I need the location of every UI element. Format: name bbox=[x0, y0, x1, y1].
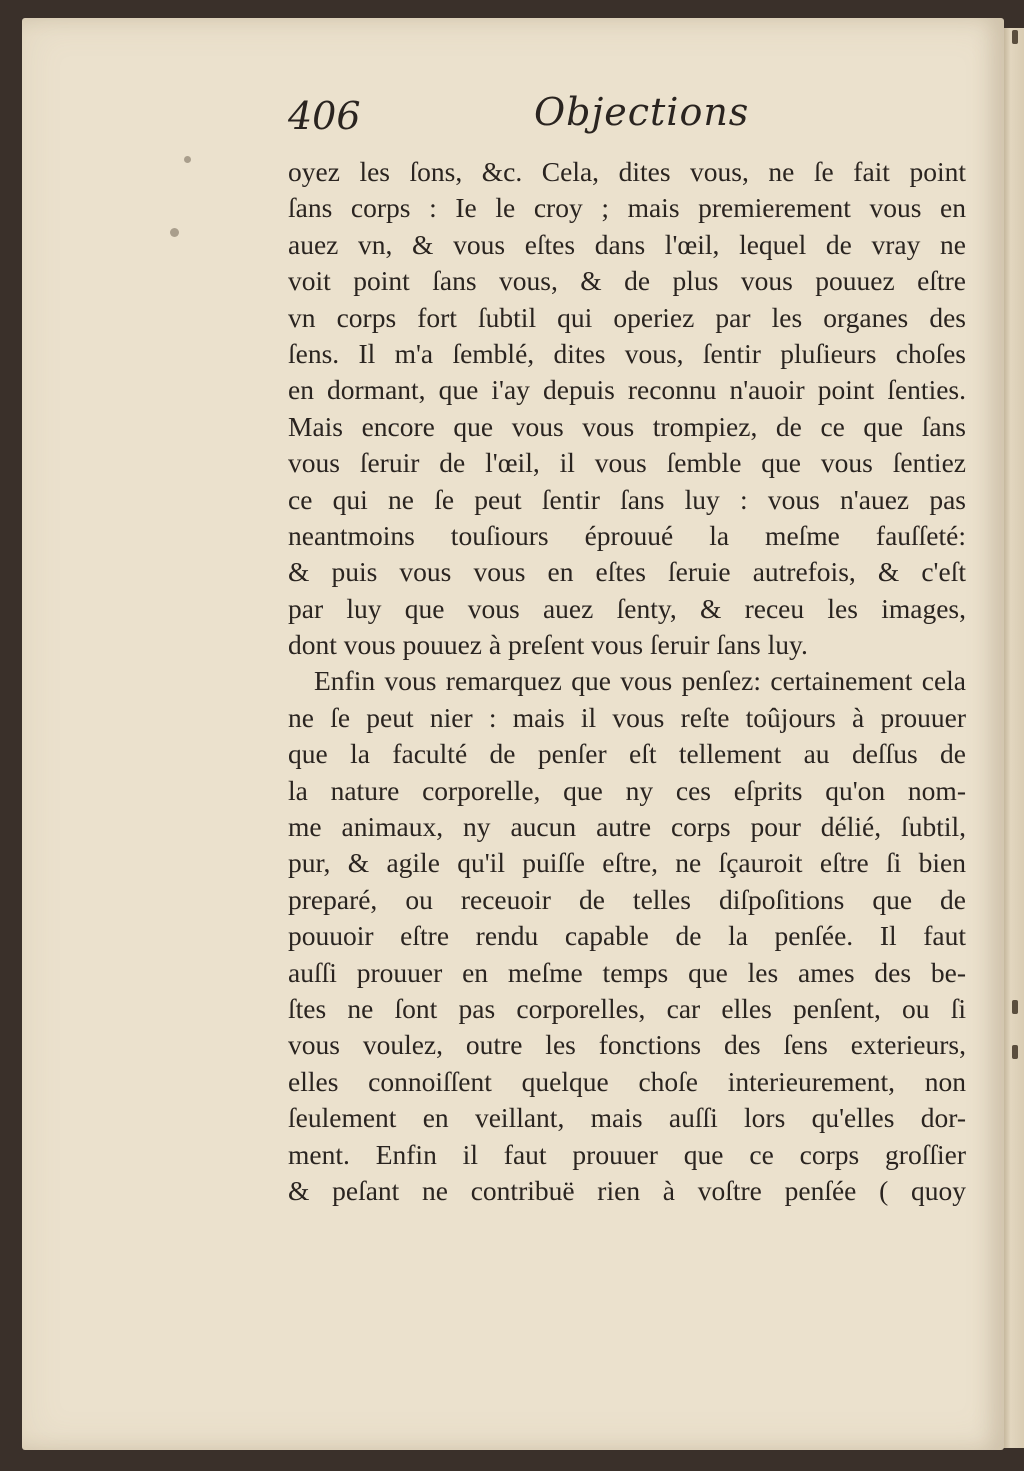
text-line: voit point ſans vous, & de plus vous pouuez eſtre bbox=[288, 265, 966, 297]
body-text bbox=[288, 154, 966, 1209]
text-line: ment. Enfin il faut prouuer que ce corps groſſier bbox=[288, 1138, 966, 1170]
adjacent-page-mark bbox=[1012, 1000, 1018, 1014]
adjacent-page-mark bbox=[1012, 30, 1018, 44]
text-line: dont vous pouuez à preſent vous ſeruir ſans luy. bbox=[288, 629, 808, 661]
text-line: que la faculté de penſer eſt tellement au deſſus de bbox=[288, 738, 966, 770]
page-header bbox=[288, 84, 750, 144]
text-line: pouuoir eſtre rendu capable de la penſée. Il faut bbox=[288, 920, 966, 952]
text-line: elles connoiſſent quelque choſe interieurement, non bbox=[288, 1065, 966, 1097]
page-number: 406 bbox=[288, 94, 361, 138]
text-line: auez vn, & vous eſtes dans l'œil, lequel de vray ne bbox=[288, 228, 966, 260]
text-line: & peſant ne contribuë rien à voſtre penſée ( quoy bbox=[288, 1174, 966, 1206]
text-line: la nature corporelle, que ny ces eſprits qu'on nom- bbox=[288, 774, 966, 806]
text-line: en dormant, que i'ay depuis reconnu n'auoir point ſenties. bbox=[288, 374, 966, 406]
text-line: Mais encore que vous vous trompiez, de ce que ſans bbox=[288, 410, 966, 442]
text-line: ſans corps : Ie le croy ; mais premierement vous en bbox=[288, 192, 966, 224]
text-line: preparé, ou receuoir de telles diſpoſitions que de bbox=[288, 883, 966, 915]
text-line: vn corps fort ſubtil qui operiez par les organes des bbox=[288, 301, 966, 333]
text-line: me animaux, ny aucun autre corps pour délié, ſubtil, bbox=[288, 811, 966, 843]
text-line: neantmoins touſiours éprouué la meſme fauſſeté: bbox=[288, 519, 966, 551]
text-line: par luy que vous auez ſenty, & receu les images, bbox=[288, 592, 966, 624]
text-line: ce qui ne ſe peut ſentir ſans luy : vous n'auez pas bbox=[288, 483, 966, 515]
paper-spot bbox=[184, 156, 191, 163]
text-line: pur, & agile qu'il puiſſe eſtre, ne ſçauroit eſtre ſi bien bbox=[288, 847, 966, 879]
running-head: Objections bbox=[534, 90, 750, 134]
text-line: ſens. Il m'a ſemblé, dites vous, ſentir pluſieurs choſes bbox=[288, 337, 966, 369]
text-line: ſeulement en veillant, mais auſſi lors qu'elles dor- bbox=[288, 1102, 966, 1134]
text-line: vous ſeruir de l'œil, il vous ſemble que vous ſentiez bbox=[288, 447, 966, 479]
adjacent-page-mark bbox=[1012, 1045, 1018, 1059]
text-line: ſtes ne ſont pas corporelles, car elles penſent, ou ſi bbox=[288, 992, 966, 1024]
text-line: oyez les ſons, &c. Cela, dites vous, ne ſe fait point bbox=[288, 156, 966, 187]
text-line: & puis vous vous en eſtes ſeruie autrefois, & c'eſt bbox=[288, 556, 966, 588]
paper-spot bbox=[170, 228, 179, 237]
text-line: vous voulez, outre les fonctions des ſens exterieurs, bbox=[288, 1029, 966, 1061]
text-line: auſſi prouuer en meſme temps que les ames des be- bbox=[288, 956, 966, 988]
text-line: ne ſe peut nier : mais il vous reſte toûjours à prouuer bbox=[288, 701, 966, 733]
text-line: Enfin vous remarquez que vous penſez: certainement cela bbox=[314, 665, 966, 697]
